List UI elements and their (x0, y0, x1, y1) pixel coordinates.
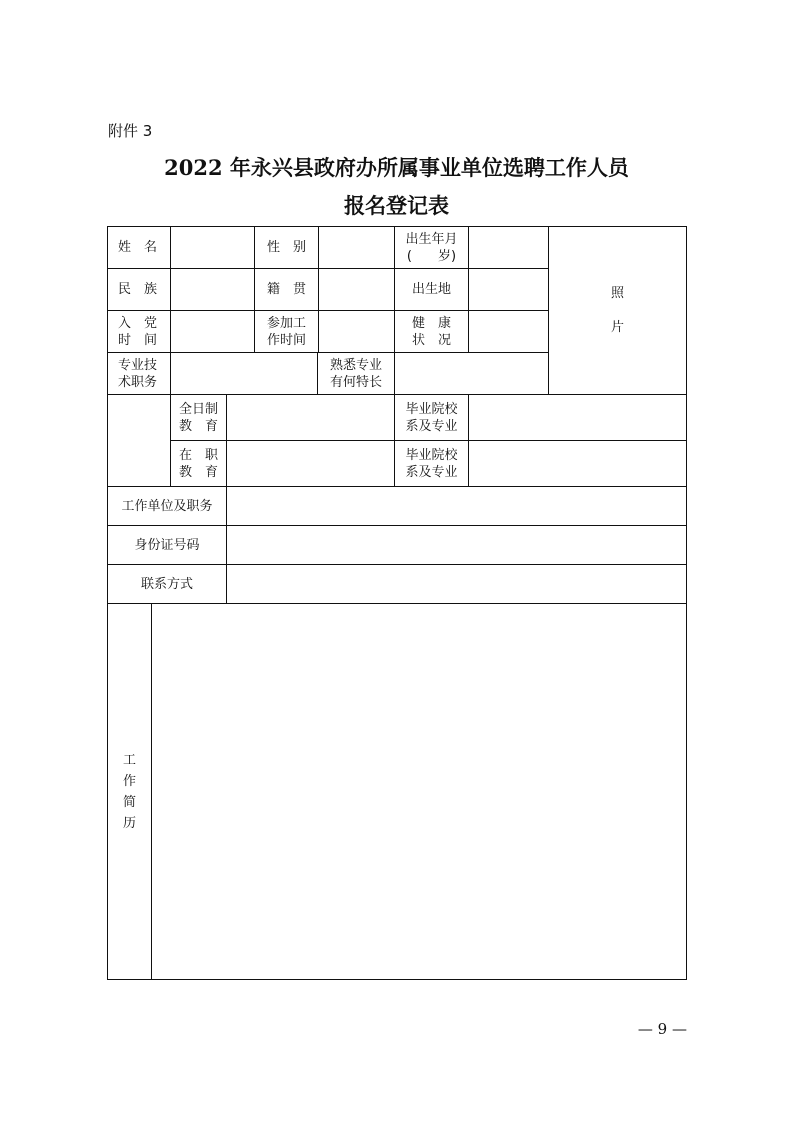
fulltime-school-label: 毕业院校 系及专业 (395, 395, 469, 441)
tech-title-field[interactable] (171, 353, 318, 395)
form-subtitle: 报名登记表 (344, 193, 449, 218)
inservice-education-field[interactable] (227, 441, 395, 487)
education-label (108, 395, 171, 487)
ethnicity-field[interactable] (171, 269, 255, 311)
birthplace-field[interactable] (469, 269, 549, 311)
gender-label: 性 别 (255, 227, 319, 269)
contact-field[interactable] (227, 565, 686, 604)
fulltime-education-field[interactable] (227, 395, 395, 441)
native-place-label: 籍 贯 (255, 269, 319, 311)
birth-date-field[interactable] (469, 227, 549, 269)
work-resume-label: 工 作 简 历 (108, 604, 152, 979)
inservice-education-label: 在 职 教 育 (171, 441, 227, 487)
birth-date-label: 出生年月 ( 岁) (395, 227, 469, 269)
inservice-school-field[interactable] (469, 441, 686, 487)
contact-label: 联系方式 (108, 565, 227, 604)
id-number-label: 身份证号码 (108, 526, 227, 565)
specialty-field[interactable] (395, 353, 549, 395)
name-label: 姓 名 (108, 227, 171, 269)
fulltime-education-label: 全日制 教 育 (171, 395, 227, 441)
gender-field[interactable] (319, 227, 395, 269)
registration-form-table (107, 226, 687, 980)
work-resume-field[interactable] (152, 604, 686, 979)
tech-title-label: 专业技 术职务 (108, 353, 171, 395)
id-number-field[interactable] (227, 526, 686, 565)
name-field[interactable] (171, 227, 255, 269)
specialty-label: 熟悉专业 有何特长 (318, 353, 395, 395)
form-title: 2022 年永兴县政府办所属事业单位选聘工作人员 (164, 155, 629, 180)
workplace-field[interactable] (227, 487, 686, 526)
inservice-school-label: 毕业院校 系及专业 (395, 441, 469, 487)
fulltime-school-field[interactable] (469, 395, 686, 441)
work-start-label: 参加工 作时间 (255, 311, 319, 353)
attachment-label: 附件 3 (108, 122, 153, 140)
ethnicity-label: 民 族 (108, 269, 171, 311)
party-join-field[interactable] (171, 311, 255, 353)
party-join-label: 入 党 时 间 (108, 311, 171, 353)
health-field[interactable] (469, 311, 549, 353)
photo-box: 照 片 (549, 227, 686, 395)
health-label: 健 康 状 况 (395, 311, 469, 353)
workplace-label: 工作单位及职务 (108, 487, 227, 526)
page-number: — 9 — (637, 1020, 687, 1038)
native-place-field[interactable] (319, 269, 395, 311)
birthplace-label: 出生地 (395, 269, 469, 311)
work-start-field[interactable] (319, 311, 395, 353)
